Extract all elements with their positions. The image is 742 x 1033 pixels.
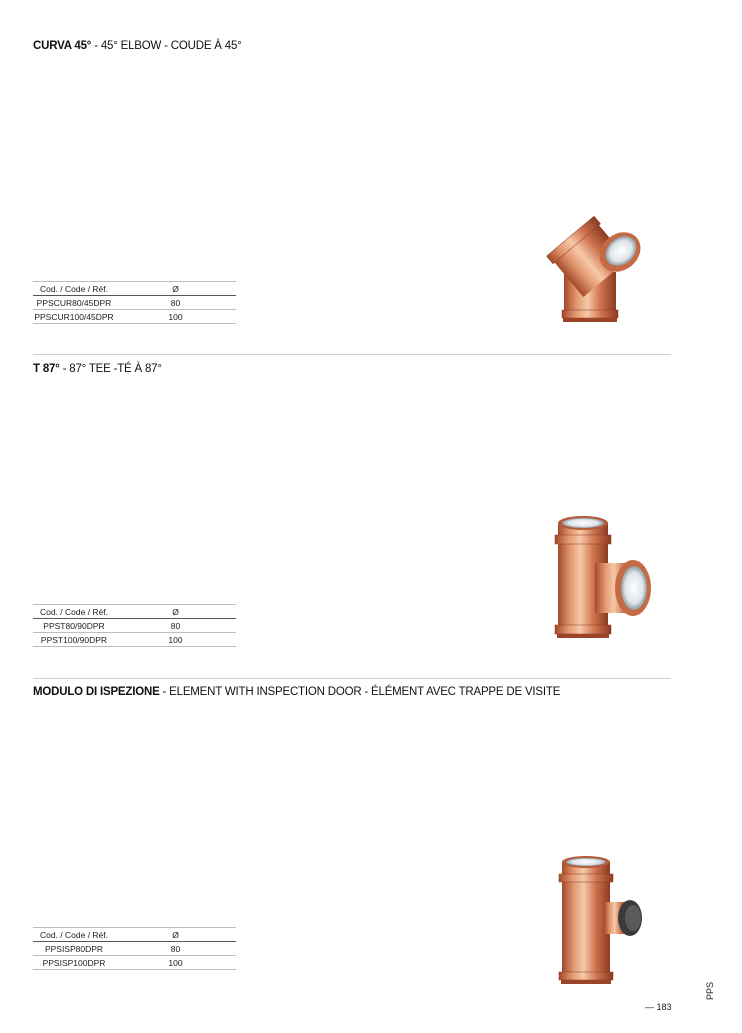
cell-code: PPSCUR100/45DPR bbox=[34, 311, 114, 322]
cell-diameter: 100 bbox=[115, 633, 236, 647]
header-diameter: Ø bbox=[115, 605, 236, 619]
header-code: Cod. / Code / Réf. bbox=[33, 928, 115, 942]
table-row bbox=[33, 956, 236, 970]
table-header-row bbox=[33, 928, 236, 942]
table-header-row bbox=[33, 605, 236, 619]
cell-diameter: 100 bbox=[115, 310, 236, 324]
spec-table-inspection bbox=[33, 927, 236, 970]
table-row bbox=[33, 296, 236, 310]
tee-87-image bbox=[515, 505, 680, 665]
cell-diameter: 80 bbox=[115, 619, 236, 633]
page-number: — 183 bbox=[645, 1002, 672, 1012]
cell-code: PPST80/90DPR bbox=[33, 619, 115, 633]
title-rest: - 45° ELBOW - COUDE À 45° bbox=[91, 40, 242, 52]
section-title-tee bbox=[33, 363, 162, 375]
section-divider bbox=[33, 354, 671, 355]
header-diameter: Ø bbox=[115, 282, 236, 296]
cell-diameter: 80 bbox=[115, 296, 236, 310]
header-diameter: Ø bbox=[115, 928, 236, 942]
table-row bbox=[33, 310, 236, 324]
cell-code: PPST100/90DPR bbox=[33, 633, 115, 647]
table-row bbox=[33, 942, 236, 956]
spec-table-tee bbox=[33, 604, 236, 647]
header-code: Cod. / Code / Réf. bbox=[33, 605, 115, 619]
table-header-row bbox=[33, 282, 236, 296]
cell-code: PPSCUR80/45DPR bbox=[33, 296, 115, 310]
cell-diameter: 80 bbox=[115, 942, 236, 956]
section-divider bbox=[33, 678, 671, 679]
side-label: PPS bbox=[705, 982, 715, 1001]
title-rest: - ELEMENT WITH INSPECTION DOOR - ÉLÉMENT AVEC TRAPPE DE VISITE bbox=[159, 686, 561, 698]
table-row bbox=[33, 619, 236, 633]
title-rest: - 87° TEE -TÉ À 87° bbox=[59, 363, 162, 375]
spec-table-elbow bbox=[33, 281, 236, 324]
section-title-elbow bbox=[33, 40, 242, 52]
section-title-inspection bbox=[33, 686, 560, 698]
title-bold: MODULO DI ISPEZIONE bbox=[33, 686, 160, 698]
inspection-module-image bbox=[520, 840, 680, 1000]
elbow-45-image bbox=[530, 200, 670, 345]
title-bold: T 87° bbox=[33, 363, 60, 375]
cell-code: PPSISP80DPR bbox=[33, 942, 115, 956]
cell-code: PPSISP100DPR bbox=[33, 956, 115, 970]
header-code: Cod. / Code / Réf. bbox=[33, 282, 115, 296]
title-bold: CURVA 45° bbox=[33, 40, 92, 52]
table-row bbox=[33, 633, 236, 647]
cell-diameter: 100 bbox=[115, 956, 236, 970]
